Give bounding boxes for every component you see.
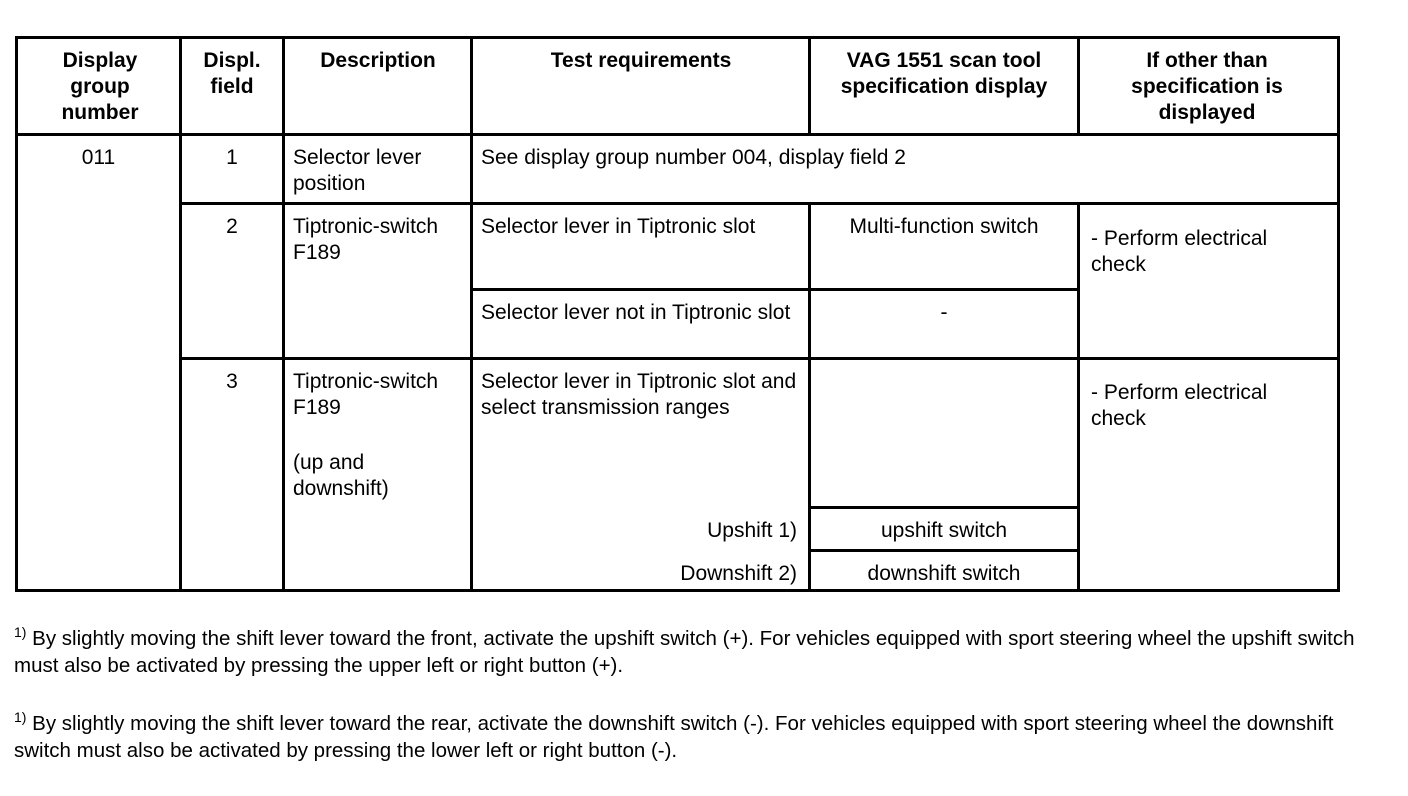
- col-divider-4-header: [808, 39, 811, 133]
- row2-test-requirement-a: Selector lever in Tiptronic slot: [481, 215, 756, 238]
- row2-field: 2: [226, 215, 238, 238]
- col-divider-2: [282, 39, 285, 589]
- row3-test-requirements: Selector lever in Tiptronic slot and select transmission ranges: [481, 370, 797, 419]
- row1-field: 1: [226, 146, 238, 169]
- col-divider-5-header: [1077, 39, 1080, 133]
- footnote-downshift-mark: 1): [14, 709, 27, 725]
- footnote-downshift: [14, 710, 1384, 764]
- downshift-top-divider: [811, 549, 1080, 552]
- header-test-requirements: Test requirements: [550, 49, 732, 72]
- header-description: Description: [320, 49, 436, 72]
- header-display-group-number: Display group number: [61, 49, 139, 124]
- row3-if-other: - Perform electrical check: [1091, 381, 1268, 430]
- row1-description: Selector lever position: [293, 146, 422, 195]
- display-group-number-value: 011: [81, 146, 116, 169]
- row2-specification-a: Multi-function switch: [849, 215, 1039, 238]
- col-divider-3: [470, 39, 473, 589]
- row2-test-requirement-b: Selector lever not in Tiptronic slot: [481, 301, 791, 324]
- row1-divider: [182, 202, 1337, 205]
- header-if-other: If other than specification is displayed: [1131, 49, 1283, 124]
- row2-if-other: - Perform electrical check: [1091, 227, 1268, 276]
- upshift-top-divider: [811, 506, 1080, 509]
- footnote-downshift-text: By slightly moving the shift lever toward the rear, activate the downshift switch (-). For vehicles equipped with sport steering wheel the downshift switch must also be activated by pressing the lower left or right button (-).: [14, 712, 1334, 762]
- header-display-field: Displ. field: [203, 49, 261, 98]
- row2-divider: [182, 357, 1337, 360]
- row1-test-requirements: See display group number 004, display field 2: [481, 146, 906, 169]
- header-specification-display: VAG 1551 scan tool specification display: [840, 49, 1048, 98]
- row3-description: Tiptronic-switch F189: [293, 370, 439, 419]
- downshift-label: Downshift 2): [680, 562, 797, 585]
- row2-description: Tiptronic-switch F189: [293, 215, 439, 264]
- display-group-table: [15, 36, 1340, 592]
- row2-sub-divider: [473, 288, 1080, 291]
- downshift-specification: downshift switch: [867, 562, 1021, 585]
- footnote-upshift-text: By slightly moving the shift lever toward the front, activate the upshift switch (+). For vehicles equipped with sport steering wheel the upshift switch must also be activated by pressing the upper left or right button (+).: [14, 627, 1355, 677]
- footnote-upshift-mark: 1): [14, 624, 27, 640]
- row3-description-note: (up and downshift): [293, 451, 389, 500]
- col-divider-1: [179, 39, 182, 589]
- header-divider: [18, 133, 1337, 136]
- col-divider-5-body: [1077, 202, 1080, 589]
- row2-specification-b: -: [940, 301, 948, 324]
- footnote-upshift: [14, 625, 1384, 679]
- upshift-label: Upshift 1): [707, 519, 797, 542]
- upshift-specification: upshift switch: [880, 519, 1008, 542]
- row3-field: 3: [226, 370, 238, 393]
